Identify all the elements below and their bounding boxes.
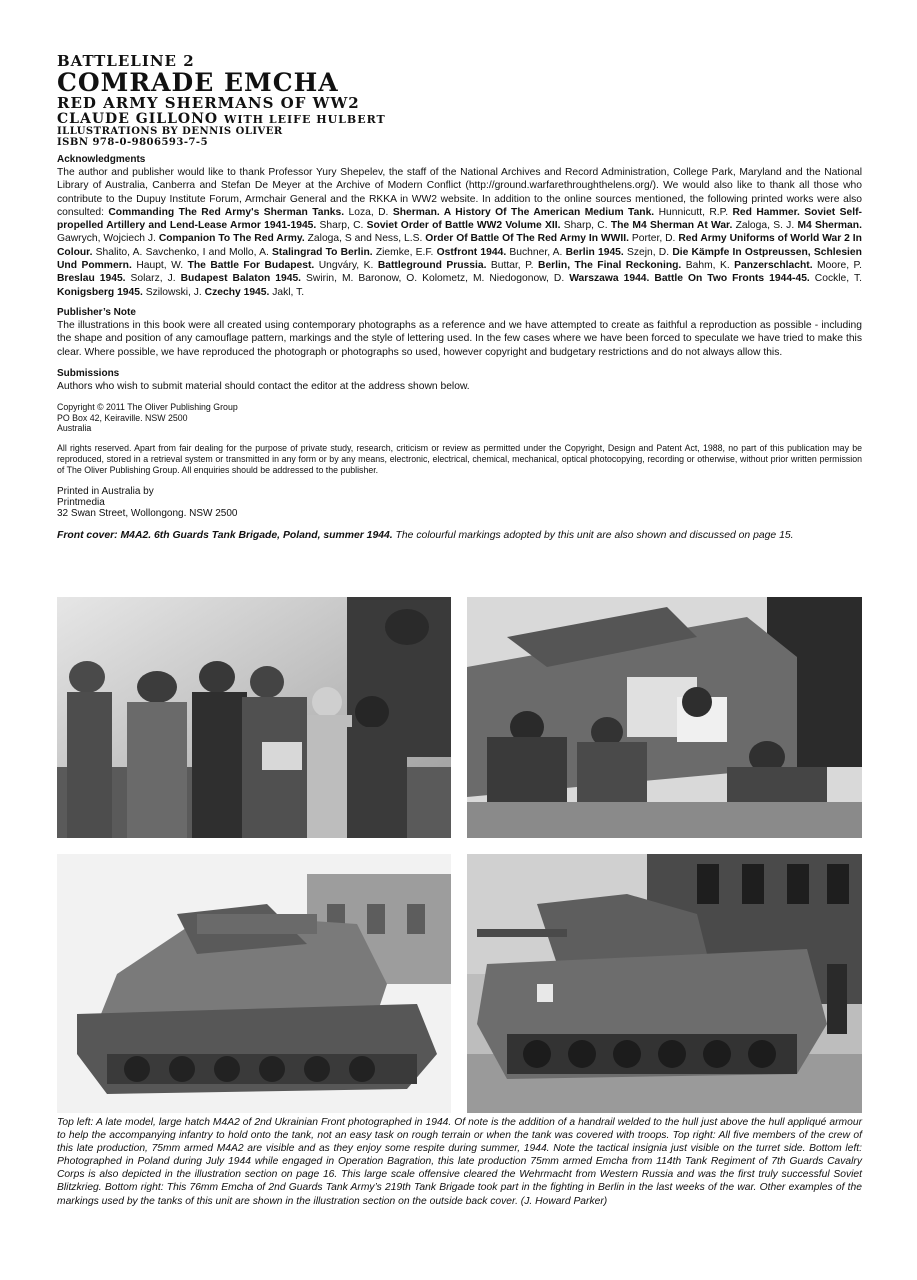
reference-title: Battleground Prussia.	[377, 260, 487, 272]
reference-title: The M4 Sherman At War.	[610, 220, 733, 232]
reference-author: Sharp, C.	[563, 220, 608, 232]
reference-author: Hunnicutt, R.P.	[658, 206, 729, 218]
isbn: ISBN 978-0-9806593-7-5	[57, 137, 209, 148]
photo-bottom-right	[467, 854, 862, 1113]
page-content	[57, 54, 862, 542]
rights-statement: All rights reserved. Apart from fair dealing for the purpose of private study, research, criticism or review as permitted under the Copyright, Design and Patent Act, 1988, no part of this publication may be reproduced, stored in a retrieval system or transmitted in any form or by any means, electronic, electrical, chemical, mechanical, optical photocopying, recording or otherwise, without prior written permission of The Oliver Publishing Group. All enquiries should be addressed to the publisher.	[57, 442, 862, 476]
reference-title: Commanding The Red Army's Sherman Tanks.	[108, 206, 345, 218]
reference-title: Red Hammer. Soviet Self-propelled Artillery and Lend-Lease Armor 1941-1945.	[57, 206, 862, 232]
reference-author: Ziemke, E.F.	[375, 246, 434, 258]
reference-author: Zaloga, S. J.	[735, 220, 795, 232]
reference-title: The Battle For Budapest.	[187, 260, 315, 272]
reference-author: Cockle, T.	[814, 273, 862, 285]
book-subtitle: RED ARMY SHERMANS OF WW2	[57, 94, 360, 112]
acknowledgments-intro: The author and publisher would like to thank Professor Yury Shepelev, the staff of the National Archives and Record Administration, College Park, Maryland and the National Library of Australia, Canberra and Stefan De Meyer at the Archive of Modern Conflict (http://ground.warfarethroughthelens.org/). We would also like to thank all those who contribute to the Dupuy Institute Forum, Armchair General and the RKKA in WW2 website. In addition to the online sources mentioned, the following printed works were also consulted:	[57, 167, 862, 218]
acknowledgments-text	[57, 166, 862, 299]
reference-author: Haupt, W.	[136, 260, 184, 272]
reference-author: Szilowski, J.	[145, 286, 202, 298]
front-cover-bold: Front cover: M4A2. 6th Guards Tank Brigade, Poland, summer 1944.	[57, 530, 393, 542]
author-with: WITH LEIFE HULBERT	[224, 113, 386, 126]
reference-title: Warszawa 1944.	[569, 273, 650, 285]
photo-grid	[57, 597, 862, 1113]
reference-author: Ungváry, K.	[318, 260, 374, 272]
front-cover-note	[57, 529, 862, 542]
printed-line-3: 32 Swan Street, Wollongong. NSW 2500	[57, 508, 238, 520]
reference-title: Order Of Battle Of The Red Army In WWII.	[425, 233, 629, 245]
copyright-line-3: Australia	[57, 423, 92, 434]
book-title: COMRADE EMCHA	[57, 68, 339, 97]
submissions-text: Authors who wish to submit material should contact the editor at the address shown below.	[57, 380, 470, 392]
printed-line-2: Printmedia	[57, 497, 105, 509]
acknowledgments-heading: Acknowledgments	[57, 154, 146, 165]
reference-author: Jakl, T.	[272, 286, 305, 298]
illustrations-credit: ILLUSTRATIONS BY DENNIS OLIVER	[57, 126, 283, 137]
reference-author: Sharp, C.	[319, 220, 364, 232]
reference-title: Budapest Balaton 1945.	[180, 273, 302, 285]
reference-title: Companion To The Red Army.	[158, 233, 305, 245]
reference-title: Czechy 1945.	[204, 286, 270, 298]
reference-title: Breslau 1945.	[57, 273, 126, 285]
reference-title: Die Kämpfe In Ostpreussen, Schlesien Und Pommern.	[57, 246, 862, 272]
authors-line	[57, 112, 862, 126]
author-main: CLAUDE GILLONO	[57, 111, 219, 127]
reference-author: Buchner, A.	[509, 246, 563, 258]
front-cover-rest: The colourful markings adopted by this unit are also shown and discussed on page 15.	[392, 530, 794, 542]
photo-top-left	[57, 597, 451, 838]
photo-bottom-left	[57, 854, 451, 1113]
reference-author: Gawrych, Wojciech J.	[57, 233, 156, 245]
submissions-heading: Submissions	[57, 367, 120, 379]
series-title: BATTLELINE 2	[57, 52, 195, 70]
reference-author: Zaloga, S and Ness, L.S.	[307, 233, 423, 245]
reference-title: Stalingrad To Berlin.	[272, 246, 373, 258]
reference-author: Szejn, D.	[626, 246, 670, 258]
reference-title: Berlin 1945.	[565, 246, 624, 258]
reference-author: Shalito, A. Savchenko, I and Mollo, A.	[95, 246, 269, 258]
reference-title: Red Army Uniforms of World War 2 In Colour.	[57, 233, 862, 258]
reference-author: Loza, D.	[348, 206, 389, 218]
reference-author: Buttar, P.	[490, 260, 534, 272]
copyright-line-1: Copyright © 2011 The Oliver Publishing Group	[57, 402, 238, 413]
reference-title: Sherman. A History Of The American Medium Tank.	[392, 206, 655, 218]
publishers-note-heading: Publisher’s Note	[57, 306, 136, 318]
photo-top-right	[467, 597, 862, 838]
reference-title: Soviet Order of Battle WW2 Volume XII.	[366, 220, 561, 232]
reference-author: Solarz, J.	[130, 273, 176, 285]
reference-title: M4 Sherman.	[797, 220, 862, 232]
reference-author: Bahm, K.	[685, 260, 730, 272]
reference-title: Berlin, The Final Reckoning.	[538, 260, 682, 272]
photo-caption: Top left: A late model, large hatch M4A2 of 2nd Ukrainian Front photographed in 1944. Of note is the addition of a handrail welded to the hull just above the hull appliqué armour to help the accompanying infantry to hold onto the tank, not an easy task on rough terrain or when the tank was covered with troops. Top right: All five members of the crew of this late production, 75mm armed M4A2 are visible and as they enjoy some respite during summer, 1944. Note the tactical insignia just visible on the turret side. Bottom left: Photographed in Poland during July 1944 while engaged in Operation Bagration, this late production 75mm armed Emcha from 114th Tank Regiment of 7th Guards Cavalry Corps is also depicted in the illustration section on page 16. This large scale offensive cleared the Wehrmacht from Western Russia and was the first truly successful Soviet Blitzkrieg. Bottom right: This 76mm Emcha of 2nd Guards Tank Army’s 219th Tank Brigade took part in the fighting in Berlin in the last weeks of the war. Other examples of the markings used by the tanks of this unit are shown in the illustration section on the outside back cover. (J. Howard Parker)	[57, 1117, 862, 1207]
reference-list	[57, 207, 862, 298]
reference-title: Panzerschlacht.	[734, 260, 813, 272]
publishers-note-text: The illustrations in this book were all created using contemporary photographs as a reference and we have attempted to create as faithful a reproduction as possible - including the shape and position of any camouflage pattern, markings and the style of lettering used. In the few cases where we have been forced to speculate we have tried to make this clear. Where possible, we have reproduced the photograph or photographs so used, however copyright and budgetary restrictions and do not always allow this.	[57, 319, 862, 358]
reference-title: Ostfront 1944.	[436, 246, 507, 258]
reference-title: Battle On Two Fronts 1944-45.	[654, 273, 810, 285]
reference-author: Swirin, M. Baronow, O. Kolometz, M. Niedogonow, D.	[306, 273, 565, 285]
reference-author: Moore, P.	[817, 260, 862, 272]
reference-author: Porter, D.	[631, 233, 676, 245]
copyright-line-2: PO Box 42, Keiraville. NSW 2500	[57, 412, 188, 423]
printed-line-1: Printed in Australia by	[57, 486, 154, 498]
reference-title: Konigsberg 1945.	[57, 286, 143, 298]
